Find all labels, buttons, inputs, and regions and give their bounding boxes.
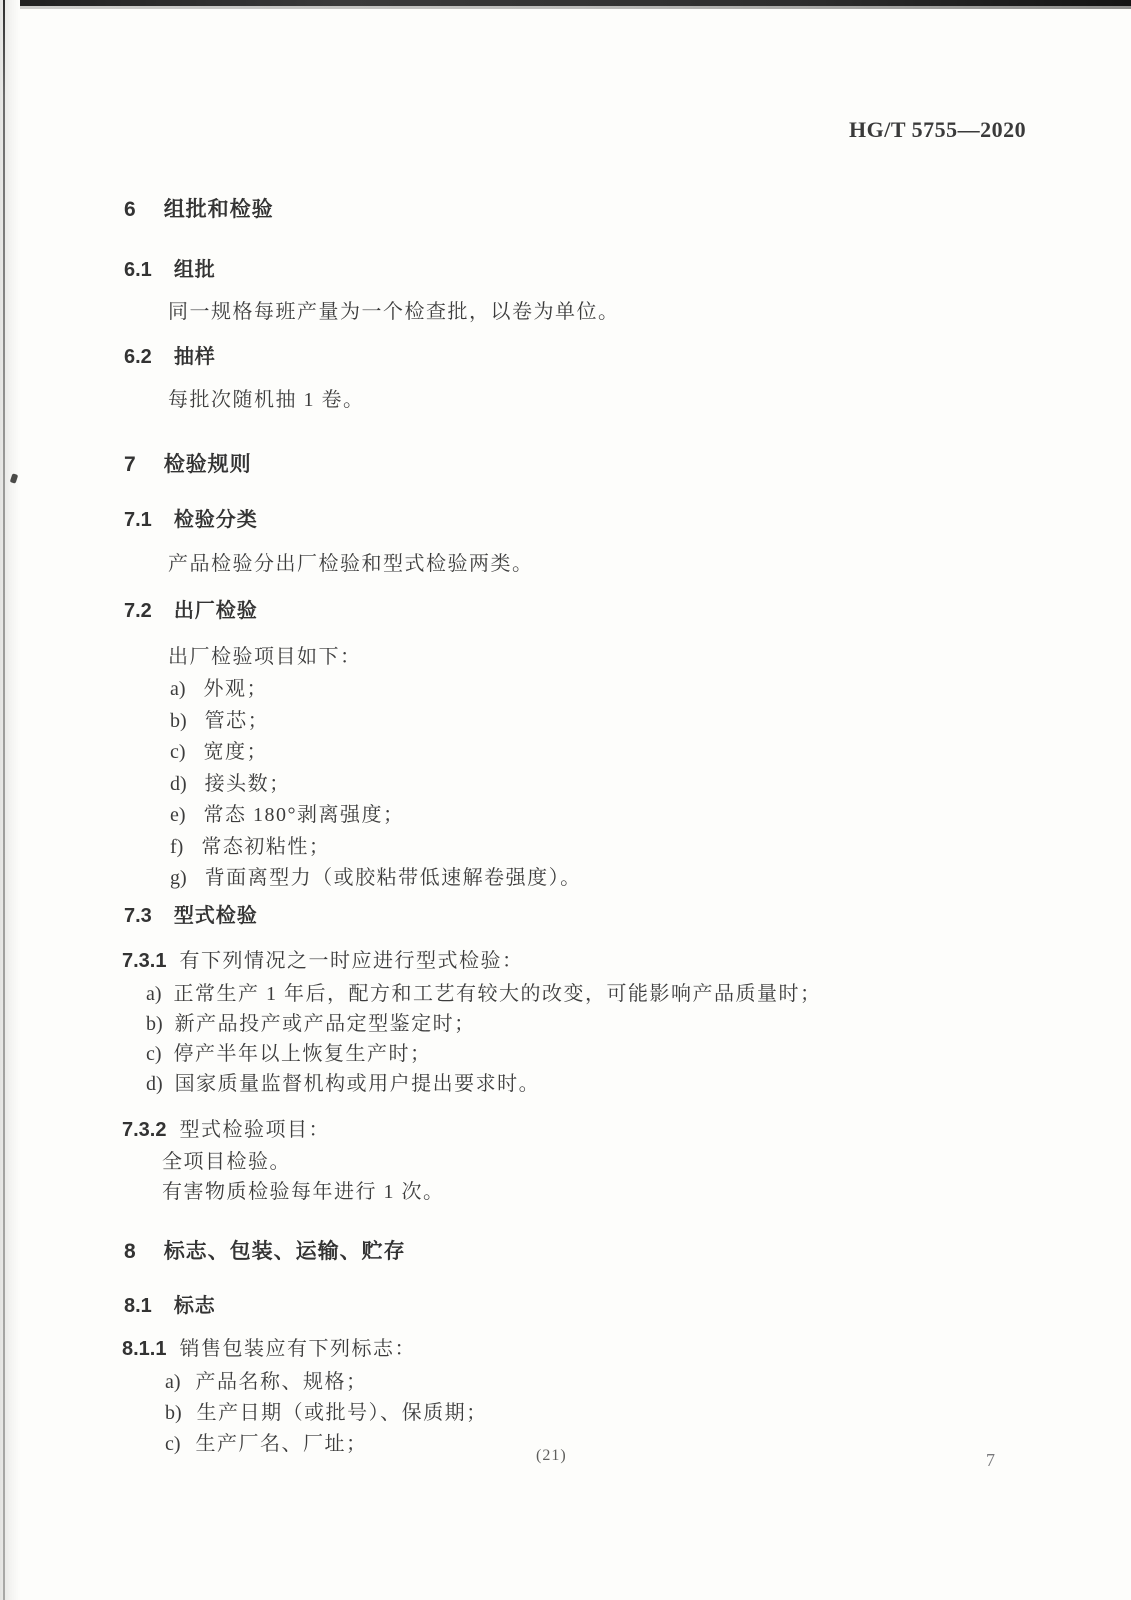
section-7-3-2-paragraph-2: 有害物质检验每年进行 1 次。 (162, 1181, 445, 1203)
section-7-1-paragraph: 产品检验分出厂检验和型式检验两类。 (168, 553, 534, 575)
section-7-2-list (170, 672, 582, 893)
list-item-label: c) (170, 741, 186, 763)
section-7-3-2-paragraph-1: 全项目检验。 (162, 1151, 291, 1173)
section-6-heading (124, 193, 274, 223)
section-8-1-1-heading (122, 1332, 416, 1361)
section-6-number: 6 (124, 198, 136, 221)
section-6-2-number: 6.2 (124, 346, 152, 368)
section-7-2-intro: 出厂检验项目如下： (168, 646, 362, 668)
list-item-label: d) (146, 1073, 163, 1095)
list-item-label: b) (165, 1402, 182, 1424)
list-item-text: 接头数； (204, 772, 291, 795)
list-item-label: g) (170, 867, 187, 889)
section-6-2-paragraph: 每批次随机抽 1 卷。 (168, 389, 365, 411)
list-item-text: 常态 180°剥离强度； (203, 804, 405, 826)
section-7-1-heading (124, 503, 258, 532)
section-8-1-1-list (165, 1365, 488, 1458)
section-6-1-heading (124, 253, 216, 282)
section-8-1-1-number: 8.1.1 (122, 1338, 167, 1360)
list-item (146, 977, 822, 1007)
list-item-label: a) (146, 983, 162, 1005)
list-item-label: c) (146, 1043, 162, 1065)
page-number: 7 (986, 1450, 995, 1470)
section-6-1-title: 组批 (173, 259, 216, 281)
section-8-1-heading (124, 1289, 216, 1318)
standard-code-header: HG/T 5755—2020 (849, 117, 1027, 142)
section-6-2-title: 抽样 (173, 346, 216, 368)
section-8-1-number: 8.1 (124, 1295, 152, 1317)
list-item (165, 1427, 488, 1458)
section-7-3-1-list (146, 977, 822, 1097)
section-8-number: 8 (124, 1240, 136, 1263)
section-8-1-title: 标志 (173, 1295, 216, 1317)
list-item (170, 830, 582, 862)
section-7-3-2-number: 7.3.2 (122, 1119, 167, 1141)
section-6-1-paragraph: 同一规格每班产量为一个检查批，以卷为单位。 (168, 301, 620, 323)
section-7-3-2-title: 型式检验项目： (179, 1119, 330, 1141)
section-8-title: 标志、包装、运输、贮存 (163, 1240, 406, 1263)
list-item (165, 1396, 488, 1427)
list-item-text: 外观； (203, 678, 269, 700)
section-7-number: 7 (124, 453, 136, 476)
list-item (170, 861, 582, 893)
section-7-3-1-heading (122, 944, 523, 973)
list-item-label: a) (170, 678, 186, 700)
list-item-label: e) (170, 804, 186, 826)
list-item (170, 735, 582, 767)
list-item (170, 798, 582, 830)
section-6-1-number: 6.1 (124, 259, 152, 281)
section-7-3-1-title: 有下列情况之一时应进行型式检验： (179, 950, 524, 972)
list-item (165, 1365, 488, 1396)
section-7-3-number: 7.3 (124, 905, 152, 927)
section-8-heading (124, 1235, 406, 1265)
footer-note: (21) (536, 1447, 567, 1464)
list-item (146, 1007, 822, 1037)
list-item-label: f) (170, 835, 184, 858)
list-item-text: 正常生产 1 年后，配方和工艺有较大的改变，可能影响产品质量时； (173, 983, 822, 1005)
list-item-text: 停产半年以上恢复生产时； (173, 1043, 432, 1065)
section-7-3-2-heading (122, 1113, 330, 1142)
list-item (170, 704, 582, 736)
section-7-3-title: 型式检验 (173, 905, 258, 927)
list-item (146, 1067, 822, 1097)
list-item-text: 宽度； (203, 741, 269, 763)
list-item-label: b) (170, 709, 187, 732)
list-item-text: 背面离型力（或胶粘带低速解卷强度）。 (204, 867, 582, 889)
list-item-text: 产品名称、规格； (195, 1371, 368, 1393)
list-item-text: 国家质量监督机构或用户提出要求时。 (174, 1073, 541, 1095)
section-7-1-number: 7.1 (124, 509, 152, 531)
list-item-text: 管芯； (204, 709, 270, 732)
section-7-2-number: 7.2 (124, 600, 152, 622)
section-7-3-heading (124, 899, 258, 928)
list-item-label: a) (165, 1371, 181, 1393)
list-item-text: 生产日期（或批号）、保质期； (196, 1402, 488, 1424)
list-item-text: 常态初粘性； (201, 835, 331, 858)
list-item (170, 672, 582, 704)
scan-left-edge-line (3, 0, 5, 1600)
list-item-text: 新产品投产或产品定型鉴定时； (174, 1013, 476, 1035)
section-7-1-title: 检验分类 (173, 509, 258, 531)
list-item-label: d) (170, 772, 187, 795)
scan-top-edge-highlight (0, 6, 1131, 9)
list-item-label: c) (165, 1433, 181, 1455)
section-6-title: 组批和检验 (163, 198, 274, 221)
list-item (146, 1037, 822, 1067)
list-item-label: b) (146, 1013, 163, 1035)
section-7-3-1-number: 7.3.1 (122, 950, 167, 972)
list-item-text: 生产厂名、厂址； (195, 1433, 368, 1455)
section-7-2-heading (124, 594, 258, 623)
section-7-2-title: 出厂检验 (173, 600, 258, 622)
list-item (170, 767, 582, 799)
section-8-1-1-title: 销售包装应有下列标志： (179, 1338, 416, 1360)
section-6-2-heading (124, 340, 216, 369)
section-7-heading (124, 448, 252, 478)
section-7-title: 检验规则 (163, 453, 252, 476)
